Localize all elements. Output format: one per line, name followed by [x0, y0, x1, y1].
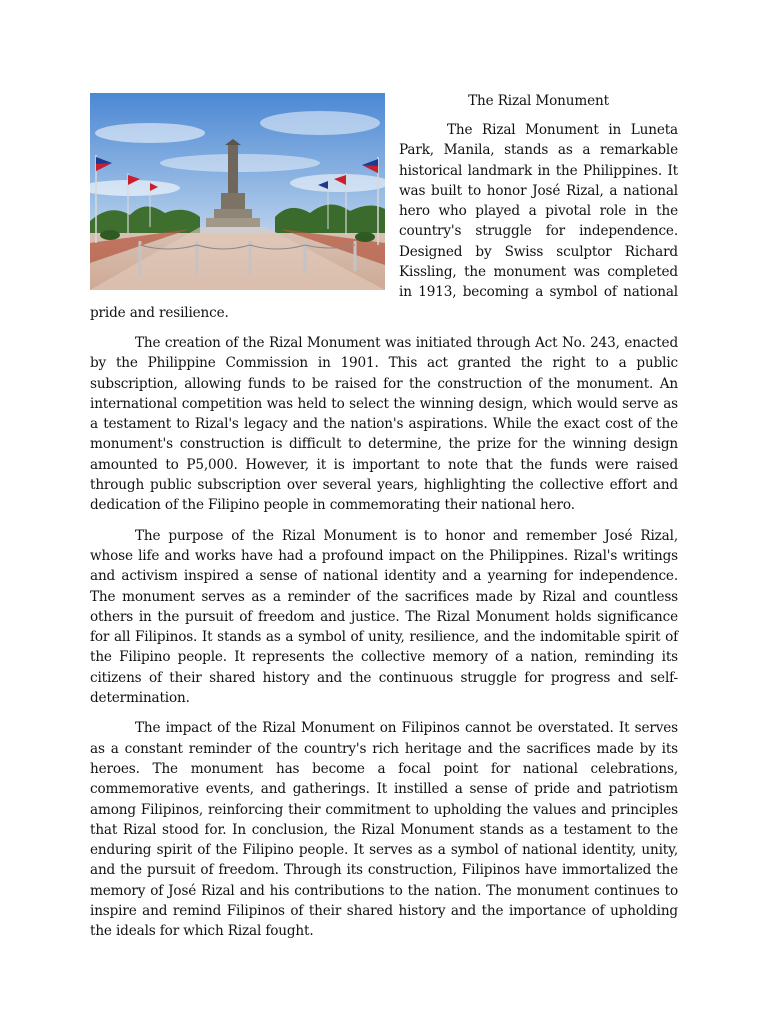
paragraph-4: The impact of the Rizal Monument on Filipinos cannot be overstated. It serves as a constant reminder of the country's rich heritage and the sacrifices made by its heroes. The monument has become a focal point for national celebrations, commemorative events, and gatherings. It instilled a sense of pride and patriotism among Filipinos, reinforcing their commitment to upholding the values and principles that Rizal stood for. In conclusion, the Rizal Monument stands as a testament to the enduring spirit of the Filipino people. It serves as a symbol of national identity, unity, and the pursuit of freedom. Through its construction, Filipinos have immortalized the memory of José Rizal and his contributions to the nation. The monument continues to inspire and remind Filipinos of their shared history and the importance of upholding the ideals for which Rizal fought. — [90, 720, 678, 940]
paragraph-3: The purpose of the Rizal Monument is to honor and remember José Rizal, whose life and works have had a profound impact on the Philippines. Rizal's writings and activism inspired a sense of national identity and a yearning for independence. The monument serves as a reminder of the sacrifices made by Rizal and countless others in the pursuit of freedom and justice. The Rizal Monument holds significance for all Filipinos. It stands as a symbol of unity, resilience, and the indomitable spirit of the Filipino people. It represents the collective memory of a nation, reminding its citizens of their shared history and the continuous struggle for progress and self-determination. — [90, 527, 678, 707]
paragraph-2: The creation of the Rizal Monument was initiated through Act No. 243, enacted by the Philippine Commission in 1901. This act granted the right to a public subscription, allowing funds to be raised for the construction of the monument. An international competition was held to select the winning design, which would serve as a testament to Rizal's legacy and the nation's aspirations. While the exact cost of the monument's construction is difficult to determine, the prize for the winning design amounted to P5,000. However, it is important to note that the funds were raised through public subscription over several years, highlighting the collective effort and dedication of the Filipino people in commemorating their national hero. — [90, 334, 678, 514]
document-page — [90, 91, 678, 952]
rizal-monument-photo — [90, 93, 385, 290]
document-title: The Rizal Monument — [468, 93, 609, 109]
paragraph-1: The Rizal Monument in Luneta Park, Manila, stands as a remarkable historical landmark in the Philippines. It was built to honor José Rizal, a national hero who played a pivotal role in the country's struggle for independence. Designed by Swiss sculptor Richard Kissling, the monument was completed in 1913, becoming a symbol of national pride and resilience. — [90, 122, 678, 321]
